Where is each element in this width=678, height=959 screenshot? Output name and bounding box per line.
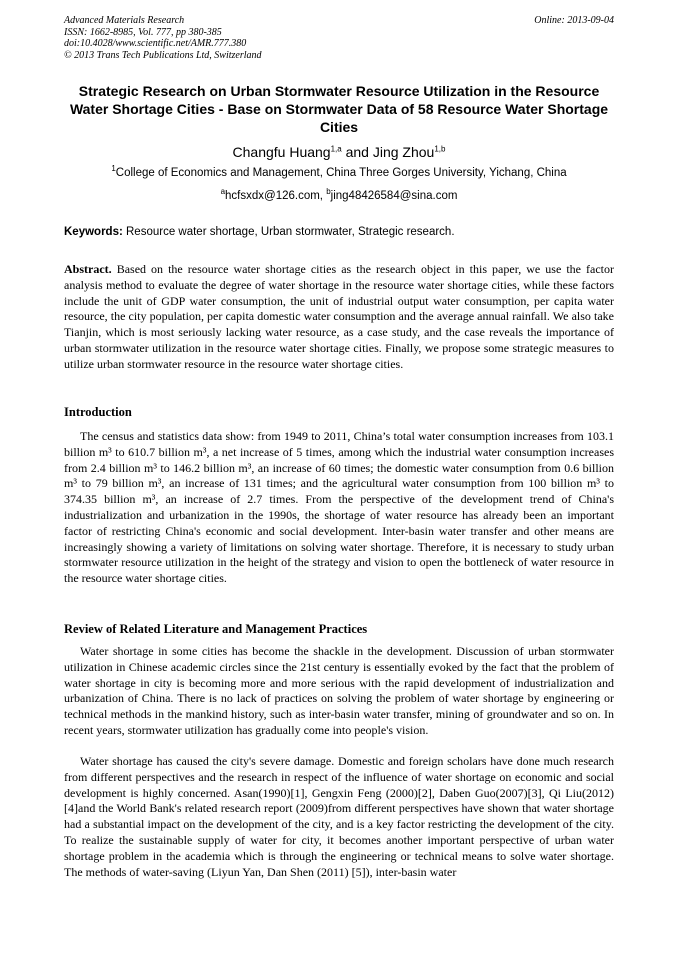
author-conjunction: and xyxy=(341,144,373,160)
author-1-affil: 1,a xyxy=(330,144,342,154)
copyright-line: © 2013 Trans Tech Publications Ltd, Switzerland xyxy=(64,49,262,61)
abstract xyxy=(64,262,614,373)
journal-name: Advanced Materials Research xyxy=(64,15,185,26)
affiliation-marker: 1 xyxy=(111,164,116,174)
review-paragraph-1: Water shortage in some cities has become the shackle in the development. Discussion of urban stormwater utilization in Chinese academic circles since the 21st century is essentially evoked by the fact that the problem of water shortage in city is becoming more and more serious with the rapid development of industrialization and urbanization of China. There is no lack of practices on solving the problem of water shortage by engineering or technical methods in the mankind history, such as inter-basin water transfer, mining of groundwater and so on. In recent years, stormwater utilization has gradually come into people's vision. xyxy=(64,644,614,737)
keywords-label: Keywords: xyxy=(64,226,123,238)
email-a-marker: a xyxy=(220,187,226,197)
keywords xyxy=(64,225,614,239)
email-a[interactable]: hcfsxdx@126.com, xyxy=(225,190,327,202)
review-paragraph-2: Water shortage has caused the city's severe damage. Domestic and foreign scholars have done much research from different perspectives and the research in respect of the influence of water shortage on economic and social development is highly concerned. Asan(1990)[1], Gengxin Feng (2000)[2], Daben Guo(2007)[3], Qi Liu(2012)[4]and the World Bank's related research report (2009)from different perspectives have shown that water shortage had a substantial impact on the development of the city, and is a key factor restricting the development of the city. To realize the sustainable supply of water for city, it becomes another important perspective of urban water shortage problem in the academia which is through the engineering or technical means to solve water shortage. The methods of water-saving (Liyun Yan, Dan Shen (2011) [5]), inter-basin water xyxy=(64,754,614,879)
author-line xyxy=(64,143,614,161)
affiliation-text: College of Economics and Management, China Three Gorges University, Yichang, China xyxy=(115,167,567,179)
affiliation xyxy=(64,166,614,180)
abstract-label: Abstract. xyxy=(64,262,112,276)
issn-line: ISSN: 1662-8985, Vol. 777, pp 380-385 xyxy=(64,26,222,38)
email-b[interactable]: jing48426584@sina.com xyxy=(330,190,458,202)
review-heading: Review of Related Literature and Management Practices xyxy=(64,622,368,636)
author-2: Jing Zhou xyxy=(372,144,435,160)
introduction-heading: Introduction xyxy=(64,405,132,419)
journal-header xyxy=(64,15,614,61)
author-2-affil: 1,b xyxy=(434,144,446,154)
paper-title: Strategic Research on Urban Stormwater Resource Utilization in the Resource Water Shortage Cities - Base on Stormwater Data of 58 Resource Water Shortage Cities xyxy=(69,83,609,135)
keywords-text: Resource water shortage, Urban stormwater, Strategic research. xyxy=(122,226,455,238)
email-b-marker: b xyxy=(326,187,331,197)
abstract-text: Based on the resource water shortage cities as the research object in this paper, we use the factor analysis method to evaluate the degree of water shortage in the resource water shortage cities, while these factors include the unit of GDP water consumption, the unit of industrial output water consumption, per capita water resource, the city population, per capita domestic water consumption and the average annual rainfall. We also take Tianjin, which is most seriously lacking water resource, as a case study, and the case reveals the importance of urban stormwater utilization in the resource water shortage cities. Finally, we propose some strategic measures to utilize urban stormwater resource in the resource water shortage cities. xyxy=(64,262,614,371)
email-line xyxy=(64,189,614,203)
author-1: Changfu Huang xyxy=(232,144,331,160)
online-date: Online: 2013-09-04 xyxy=(534,15,614,26)
introduction-paragraph: The census and statistics data show: from 1949 to 2011, China’s total water consumption increases from 103.1 billion m³ to 610.7 billion m³, a net increase of 5 times, among which the industrial water consumption increases from 2.4 billion m³ to 146.2 billion m³, an increase of 60 times; the domestic water consumption from 0.6 billion m³ to 79 billion m³, an increase of 131 times; and the agricultural water consumption from 100 billion m³ to 374.35 billion m³, an increase of 2.7 times. From the perspective of the development trend of China's industrialization and urbanization in the 1990s, the shortage of water resource has already been an important factor of restricting China's economic and social development. Inter-basin water transfer and other means are increasingly showing a variety of limitations on solving water shortage. Therefore, it is necessary to study urban stormwater resource utilization in the height of the strategy and vision to open the bottleneck of water resource in the resource water shortage cities. xyxy=(64,429,614,586)
doi-line: doi:10.4028/www.scientific.net/AMR.777.380 xyxy=(64,38,247,49)
